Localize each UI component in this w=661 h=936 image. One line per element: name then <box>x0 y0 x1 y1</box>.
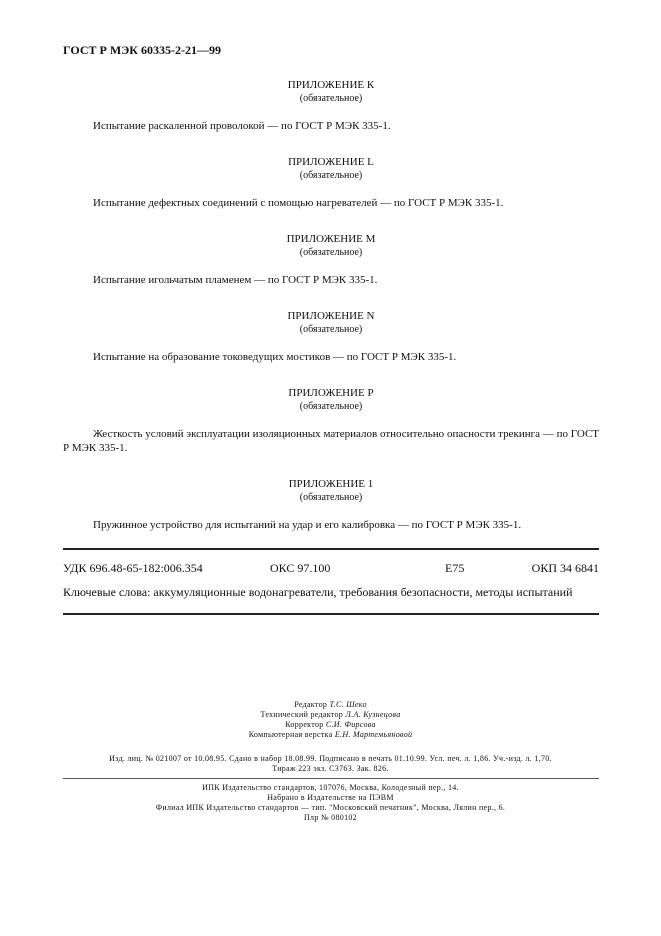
appendix-text: Испытание дефектных соединений с помощью нагревателей — по ГОСТ Р МЭК 335-1. <box>93 197 504 209</box>
appendix-text: Пружинное устройство для испытаний на удар и его калибровка — по ГОСТ Р МЭК 335-1. <box>93 519 522 531</box>
appendix-text: Жесткость условий эксплуатации изоляционных материалов относительно опасности трекинга — по ГОСТ Р МЭК 335-1. <box>63 428 599 454</box>
appendix-text: Испытание раскаленной проволокой — по ГОСТ Р МЭК 335-1. <box>93 120 391 132</box>
appendix-type: (обязательное) <box>299 324 363 335</box>
appendices-list <box>63 78 599 554</box>
keywords: Ключевые слова: аккумуляционные водонагреватели, требования безопасности, методы испытаний <box>63 585 573 599</box>
credit-layout: Компьютерная верстка Е.Н. Мартемьяновой <box>248 730 413 739</box>
appendix-p <box>63 386 599 455</box>
appendix-title: ПРИЛОЖЕНИЕ М <box>286 233 376 245</box>
divider-top <box>63 548 599 550</box>
appendix-title: ПРИЛОЖЕНИЕ К <box>287 79 375 91</box>
document-code: ГОСТ Р МЭК 60335-2-21—99 <box>63 43 221 57</box>
publisher-line: Филиал ИПК Издательство стандартов — тип. "Московский печатник", Москва, Лялин пер., 6. <box>155 803 506 812</box>
divider-bottom <box>63 613 599 615</box>
credits-block <box>0 700 661 740</box>
appendix-m <box>63 232 599 287</box>
appendix-type: (обязательное) <box>299 247 363 258</box>
appendix-type: (обязательное) <box>299 401 363 412</box>
publisher-line: Плр № 080102 <box>303 813 357 822</box>
appendix-type: (обязательное) <box>299 492 363 503</box>
credit-tech-editor: Технический редактор Л.А. Кузнецова <box>260 710 401 719</box>
appendix-title: ПРИЛОЖЕНИЕ Р <box>288 387 374 399</box>
appendix-k <box>63 78 599 133</box>
e-code: Е75 <box>445 561 465 575</box>
appendix-type: (обязательное) <box>299 170 363 181</box>
okp-code: ОКП 34 6841 <box>531 561 599 575</box>
print-info <box>0 754 661 774</box>
credit-corrector: Корректор С.И. Фирсова <box>285 720 376 729</box>
appendix-type: (обязательное) <box>299 93 363 104</box>
print-info-line: Изд. лиц. № 021007 от 10.08.95. Сдано в набор 18.08.99. Подписано в печать 01.10.99. Усл. печ. л. 1,86. Уч.-изд. л. 1,70. <box>109 754 552 763</box>
appendix-title: ПРИЛОЖЕНИЕ 1 <box>288 478 374 490</box>
appendix-text: Испытание игольчатым пламенем — по ГОСТ Р МЭК 335-1. <box>93 274 378 286</box>
publisher-line: ИПК Издательство стандартов, 107076, Москва, Колодезный пер., 14. <box>202 783 459 792</box>
imprint-divider <box>63 778 599 779</box>
appendix-text: Испытание на образование токоведущих мостиков — по ГОСТ Р МЭК 335-1. <box>93 351 457 363</box>
oks-code: ОКС 97.100 <box>270 561 331 575</box>
appendix-1 <box>63 477 599 532</box>
print-info-line: Тираж 223 экз. С3763. Зак. 826. <box>272 764 389 773</box>
appendix-title: ПРИЛОЖЕНИЕ N <box>287 310 375 322</box>
appendix-n <box>63 309 599 364</box>
publisher-line: Набрано в Издательстве на ПЭВМ <box>267 793 394 802</box>
udk-code: УДК 696.48-65-182:006.354 <box>63 561 203 575</box>
appendix-l <box>63 155 599 210</box>
credit-editor: Редактор Т.С. Шеко <box>294 700 367 709</box>
classification-row <box>63 561 599 577</box>
appendix-title: ПРИЛОЖЕНИЕ L <box>288 156 374 168</box>
publisher-info <box>0 783 661 823</box>
